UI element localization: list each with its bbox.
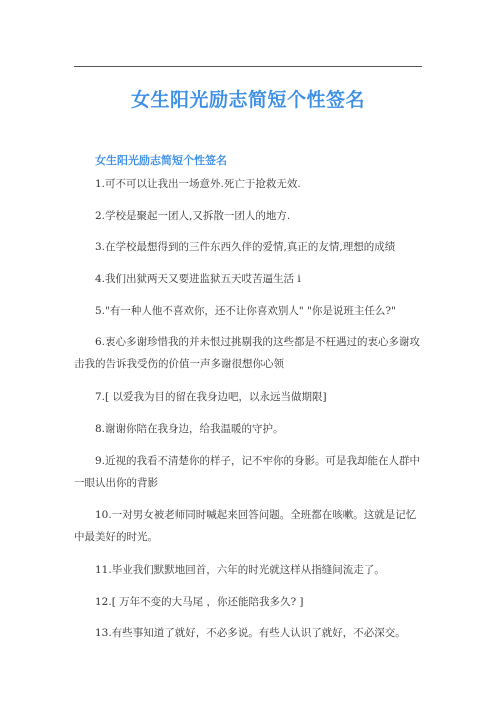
list-item: 6.衷心多谢珍惜我的并未恨过挑剔我的这些都是不枉遇过的衷心多谢攻击我的告诉我受伤的价值一声多谢很想你心领 [74, 336, 421, 370]
list-item: 7.[ 以爱我为目的留在我身边吧，以永远当做期限] [95, 391, 327, 403]
top-rule [74, 66, 422, 67]
list-item: 3.在学校最想得到的三件东西久伴的爱情,真正的友情,理想的成绩 [95, 241, 396, 253]
list-item: 8.谢谢你陪在我身边，给我温暖的守护。 [95, 423, 284, 435]
list-item: 4.我们出狱两天又要进监狱五天哎苦逼生活 i [95, 273, 301, 285]
list-item: 1.可不可以让我出一场意外.死亡于抢救无效. [95, 178, 301, 190]
list-item: 12.[ 万年不变的大马尾 ，你还能陪我多久? ] [95, 596, 304, 608]
page-title: 女生阳光励志简短个性签名 [130, 89, 365, 111]
list-item: 11.毕业我们默默地回首，六年的时光就这样从指缝间流走了。 [95, 564, 385, 576]
section-subtitle: 女生阳光励志简短个性签名 [95, 154, 227, 167]
list-item: 13.有些事知道了就好，不必多说。有些人认识了就好，不必深交。 [95, 627, 406, 639]
list-item: 10.一对男女被老师同时喊起来回答问题。全班都在咳嗽。这就是记忆中最美好的时光。 [74, 509, 417, 543]
list-item: 9.近视的我看不清楚你的样子，记不牢你的身影。可是我却能在人群中一眼认出你的背影 [74, 455, 421, 489]
list-item: 2.学校是聚起一团人,又拆散一团人的地方. [95, 210, 291, 222]
list-item: 5."有一种人他不喜欢你，还不让你喜欢别人" "你是说班主任么?" [95, 305, 396, 317]
